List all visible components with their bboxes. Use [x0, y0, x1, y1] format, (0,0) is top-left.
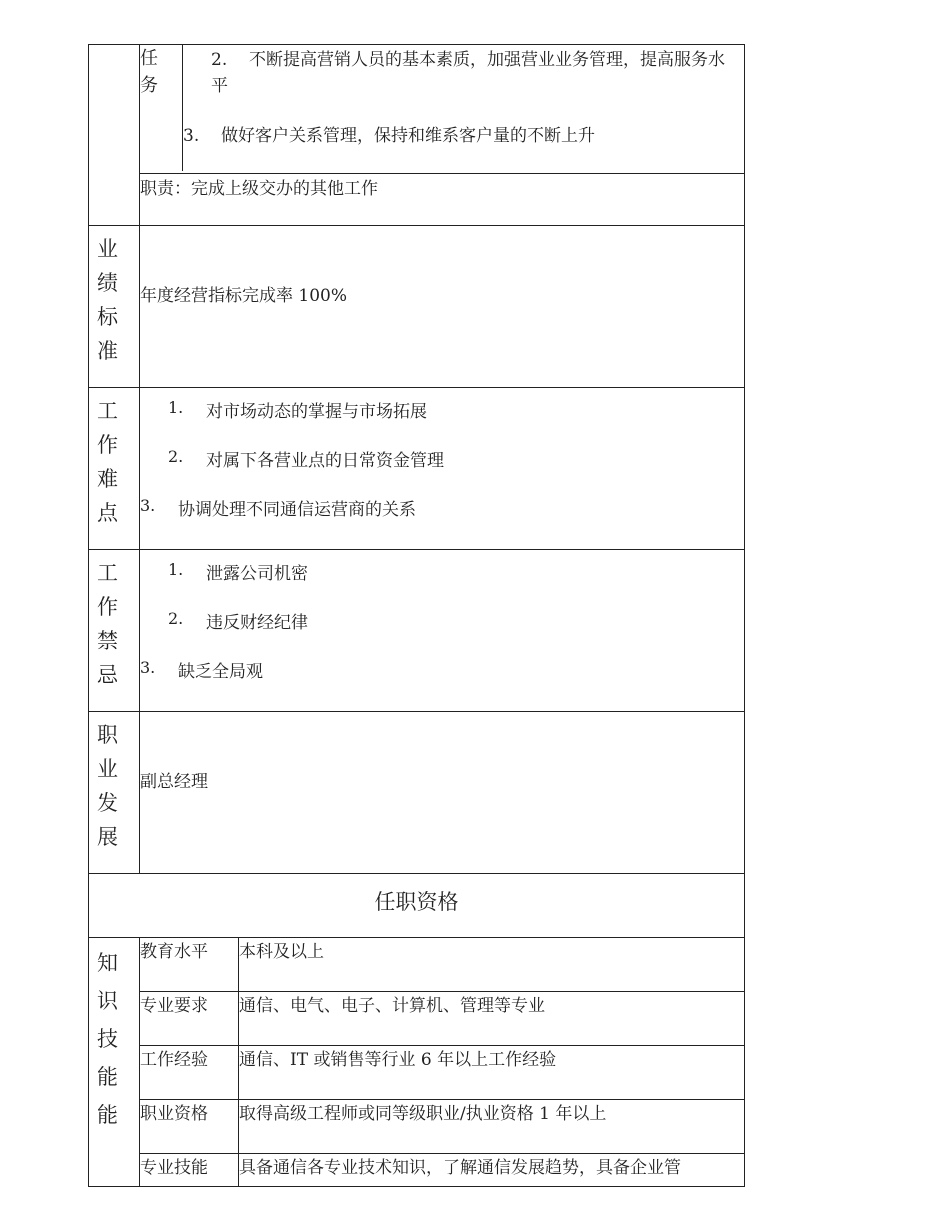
taboo-text: 违反财经纪律 — [206, 613, 308, 633]
duties-label-cell — [89, 45, 140, 226]
responsibility-row — [89, 174, 745, 226]
taboo-number: 1. — [168, 560, 184, 579]
skill-label: 专业技能 — [140, 1154, 239, 1187]
task-list — [183, 45, 745, 171]
difficulties-row — [89, 388, 745, 550]
difficulty-number: 1. — [168, 398, 184, 417]
difficulty-number: 3. — [140, 496, 156, 515]
difficulty-number: 2. — [168, 447, 184, 466]
skills-table-row — [140, 938, 744, 992]
career-row — [89, 712, 745, 874]
responsibility-cell — [140, 174, 745, 226]
skill-value: 本科及以上 — [239, 938, 745, 992]
skill-value: 具备通信各专业技术知识，了解通信发展趋势，具备企业管 — [239, 1158, 681, 1178]
skill-label: 专业要求 — [140, 992, 239, 1046]
taboo-text: 泄露公司机密 — [206, 564, 308, 584]
skill-value: 通信、电气、电子、计算机、管理等专业 — [239, 992, 745, 1046]
difficulty-text: 协调处理不同通信运营商的关系 — [178, 500, 416, 520]
responsibility-text: 职责：完成上级交办的其他工作 — [140, 179, 378, 199]
task-item-number: 2. — [211, 50, 228, 70]
career-text: 副总经理 — [140, 772, 208, 792]
taboos-row — [89, 550, 745, 712]
skills-table — [140, 938, 744, 1186]
skills-table-row — [140, 1046, 744, 1100]
task-label: 任 务 — [140, 45, 183, 171]
qualifications-header: 任职资格 — [89, 874, 745, 938]
qualifications-header-row — [89, 874, 745, 938]
difficulty-item — [140, 486, 744, 535]
performance-cell — [140, 226, 745, 388]
taboos-cell — [140, 550, 745, 712]
taboos-label: 工 作 禁 忌 — [89, 550, 140, 712]
difficulty-item — [140, 388, 744, 437]
career-label: 职 业 发 展 — [89, 712, 140, 874]
task-item-text: 不断提高营销人员的基本素质，加强营业业务管理，提高服务水平 — [211, 50, 725, 96]
performance-label: 业 绩 标 准 — [89, 226, 140, 388]
skills-cell — [140, 938, 745, 1187]
skill-value: 通信、IT 或销售等行业 6 年以上工作经验 — [239, 1046, 745, 1100]
taboo-text: 缺乏全局观 — [178, 662, 263, 682]
skill-label: 教育水平 — [140, 938, 239, 992]
difficulty-text: 对属下各营业点的日常资金管理 — [206, 451, 444, 471]
performance-text: 年度经营指标完成率 100% — [140, 286, 348, 306]
duties-row — [89, 45, 745, 174]
career-cell — [140, 712, 745, 874]
task-subtable — [140, 45, 744, 171]
tasks-cell — [140, 45, 745, 174]
difficulties-label: 工 作 难 点 — [89, 388, 140, 550]
taboo-number: 3. — [140, 658, 156, 677]
performance-row — [89, 226, 745, 388]
skills-table-row — [140, 1154, 744, 1187]
difficulty-text: 对市场动态的掌握与市场拓展 — [206, 402, 427, 422]
task-item-text: 做好客户关系管理，保持和维系客户量的不断上升 — [221, 126, 595, 146]
skill-value: 取得高级工程师或同等级职业/执业资格 1 年以上 — [239, 1100, 745, 1154]
taboo-item — [140, 550, 744, 599]
difficulty-item — [140, 437, 744, 486]
skill-label: 职业资格 — [140, 1100, 239, 1154]
task-item — [211, 47, 739, 99]
skills-table-row — [140, 992, 744, 1046]
skills-label: 知 识 技 能 能 — [89, 938, 140, 1187]
taboo-item — [140, 599, 744, 648]
taboo-number: 2. — [168, 609, 184, 628]
taboo-item — [140, 648, 744, 697]
skills-table-row — [140, 1100, 744, 1154]
job-description-document — [88, 44, 744, 1187]
skill-label: 工作经验 — [140, 1046, 239, 1100]
skills-row — [89, 938, 745, 1187]
job-description-table — [88, 44, 745, 1187]
difficulties-cell — [140, 388, 745, 550]
task-item-number: 3. — [183, 126, 200, 146]
